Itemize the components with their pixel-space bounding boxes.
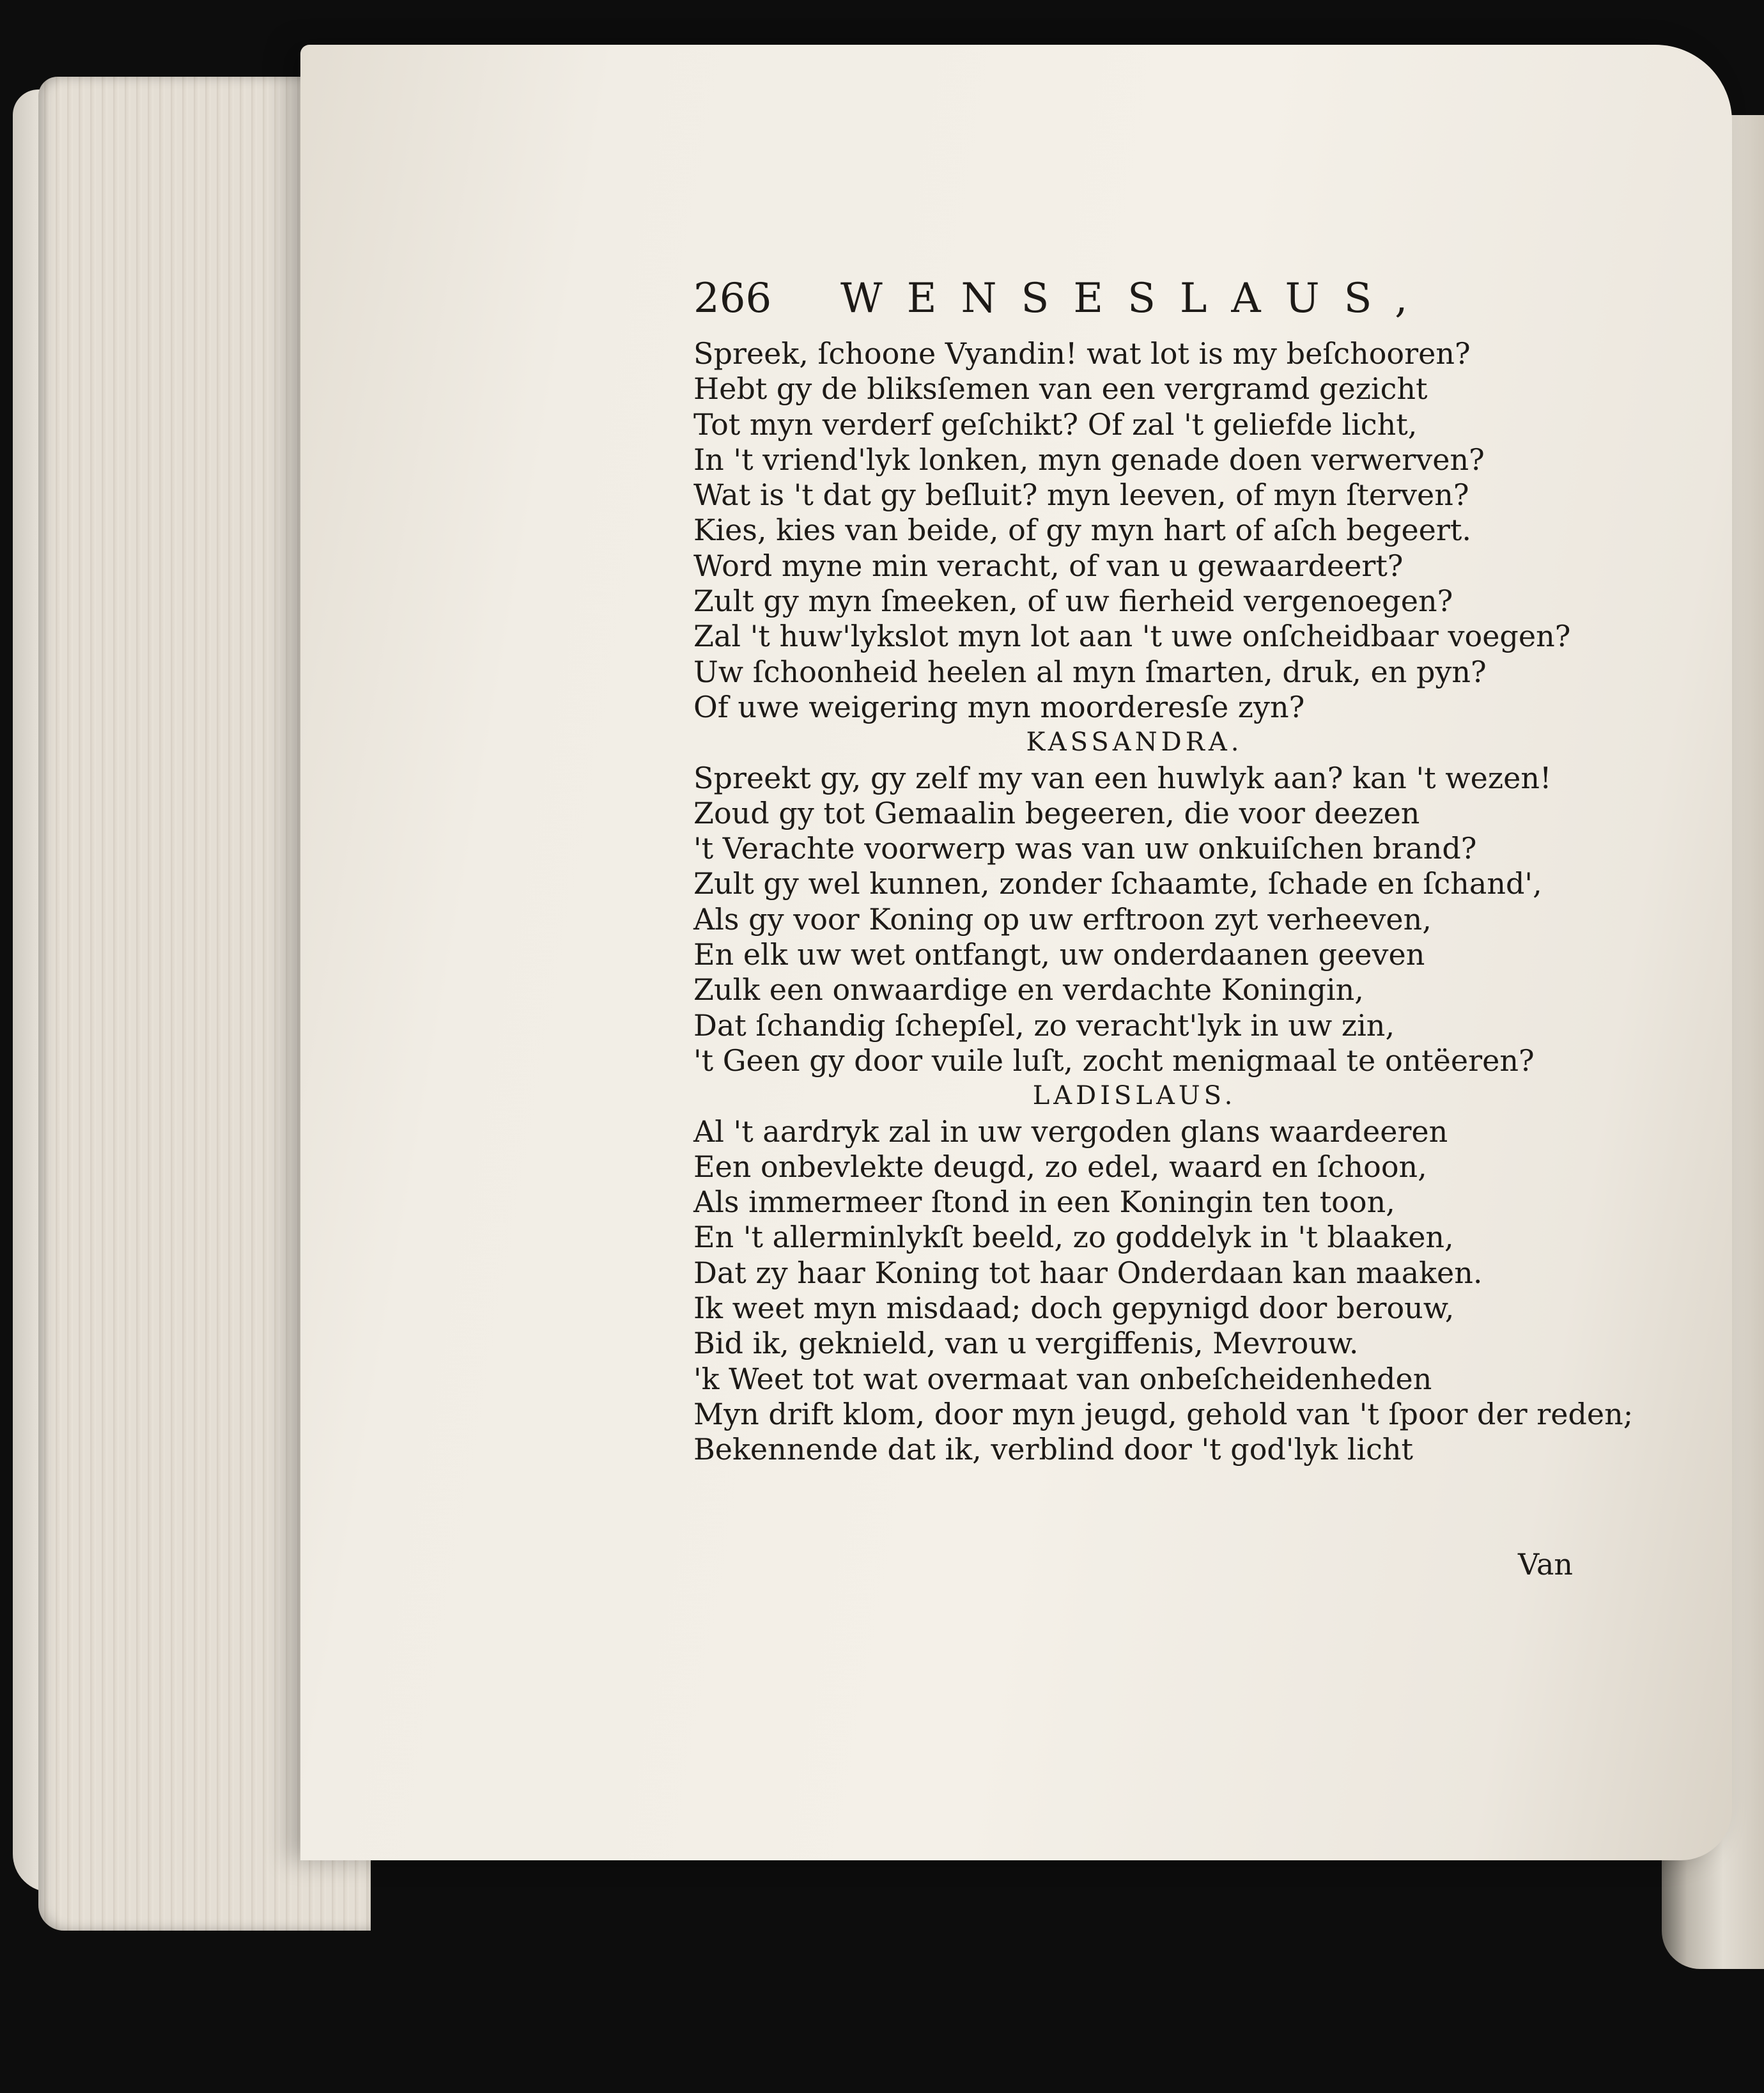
verse-line: 't Verachte voorwerp was van uw onkuiſchen brand? (693, 831, 1477, 866)
verse-line: Of uwe weigering myn moorderesſe zyn? (693, 689, 1305, 724)
verse-line: Als immermeer ſtond in een Koningin ten toon, (693, 1185, 1395, 1220)
verse-line: Zal 't huw'lykslot myn lot aan 't uwe onſcheidbaar voegen? (693, 619, 1571, 654)
verse-line: Dat zy haar Koning tot haar Onderdaan kan maaken. (693, 1255, 1483, 1290)
running-head (693, 275, 1575, 336)
verse-line: Kies, kies van beide, of gy myn hart of aſch begeert. (693, 513, 1472, 548)
verse-line: Zoud gy tot Gemaalin begeeren, die voor deezen (693, 795, 1420, 830)
verse-line: 'k Weet tot wat overmaat van onbeſcheidenheden (693, 1361, 1432, 1396)
verse-line: Bid ik, geknield, van u vergiffenis, Mevrouw. (693, 1326, 1359, 1361)
verse-line: Word myne min veracht, of van u gewaardeert? (693, 548, 1404, 583)
page-number: 266 (693, 275, 772, 322)
verse-line: Tot myn verderf geſchikt? Of zal 't geliefde licht, (693, 407, 1418, 442)
verse-line: Spreek, ſchoone Vyandin! wat lot is my beſchooren? (693, 336, 1471, 371)
verse-line: En 't allerminlykſt beeld, zo goddelyk in 't blaaken, (693, 1220, 1454, 1255)
verse-line: Bekennende dat ik, verblind door 't god'lyk licht (693, 1432, 1414, 1467)
verse-line: Ik weet myn misdaad; doch gepynigd door berouw, (693, 1291, 1455, 1326)
verse-line: In 't vriend'lyk lonken, myn genade doen verwerven? (693, 442, 1485, 477)
verse-line: 't Geen gy door vuile luſt, zocht menigmaal te ontëeren? (693, 1043, 1535, 1078)
verse-line: Spreekt gy, gy zelf my van een huwlyk aan? kan 't wezen! (693, 760, 1552, 795)
verse-line: En elk uw wet ontfangt, uw onderdaanen geeven (693, 937, 1425, 972)
verse-line: Hebt gy de bliksſemen van een vergramd gezicht (693, 371, 1428, 407)
verse-line: Als gy voor Koning op uw erftroon zyt verheeven, (693, 901, 1432, 937)
verse-lines (693, 336, 1634, 1468)
speaker-name: KASSANDRA. (1026, 727, 1243, 758)
verse-line: Al 't aardryk zal in uw vergoden glans waardeeren (693, 1114, 1448, 1149)
catchword: Van (1518, 1547, 1574, 1582)
verse-line: Wat is 't dat gy beſluit? myn leeven, of myn ſterven? (693, 478, 1469, 513)
verse-line: Een onbevlekte deugd, zo edel, waard en ſchoon, (693, 1149, 1427, 1184)
running-title: WENSESLAUS, (840, 275, 1432, 322)
verse-line: Dat ſchandig ſchepſel, zo veracht'lyk in uw zin, (693, 1008, 1395, 1043)
verse-line: Zult gy wel kunnen, zonder ſchaamte, ſchade en ſchand', (693, 866, 1542, 901)
page-text (693, 275, 1634, 1468)
verse-line: Zult gy myn ſmeeken, of uw fierheid vergenoegen? (693, 584, 1453, 619)
verse-line: Zulk een onwaardige en verdachte Koningin, (693, 972, 1364, 1008)
verse-line: Uw ſchoonheid heelen al myn ſmarten, druk, en pyn? (693, 654, 1487, 689)
verse-line: Myn drift klom, door myn jeugd, gehold van 't ſpoor der reden; (693, 1396, 1634, 1431)
speaker-name: LADISLAUS. (1032, 1081, 1237, 1111)
